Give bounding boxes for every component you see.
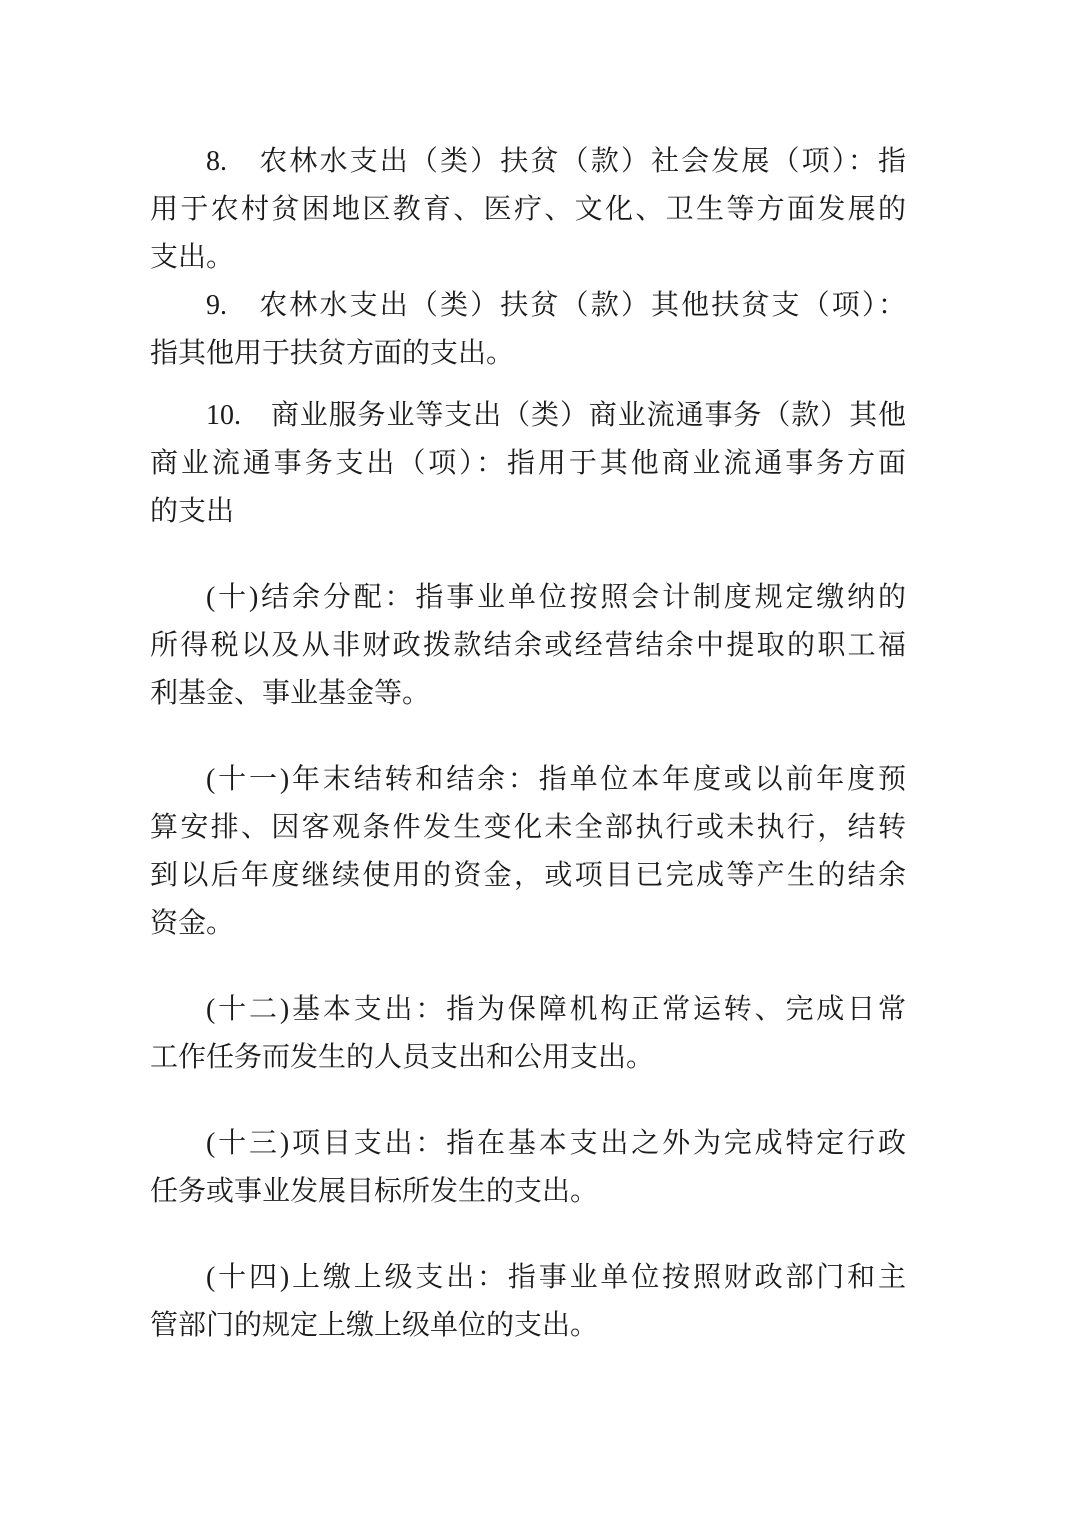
paragraph-section-14 (150, 1254, 906, 1350)
paragraph-item-9 (150, 282, 906, 378)
text-line: 资金。 (150, 908, 235, 939)
paragraph-section-11 (150, 756, 906, 948)
text-line: 10. 商业服务业等支出（类）商业流通事务（款）其他 (206, 400, 906, 431)
text-line: (十一)年末结转和结余：指单位本年度或以前年度预 (206, 764, 906, 795)
text-line: 任务或事业发展目标所发生的支出。 (150, 1176, 599, 1207)
text-line: 管部门的规定上缴上级单位的支出。 (150, 1310, 599, 1341)
text-line: (十四)上缴上级支出：指事业单位按照财政部门和主 (206, 1262, 906, 1293)
text-line: 支出。 (150, 242, 235, 273)
text-line: (十)结余分配：指事业单位按照会计制度规定缴纳的 (206, 582, 906, 613)
paragraph-item-10 (150, 392, 906, 536)
text-line: 利基金、事业基金等。 (150, 678, 431, 709)
text-line: 所得税以及从非财政拨款结余或经营结余中提取的职工福 (150, 630, 906, 661)
text-line: 到以后年度继续使用的资金，或项目已完成等产生的结余 (150, 860, 906, 891)
paragraph-section-13 (150, 1120, 906, 1216)
paragraph-item-8 (150, 138, 906, 282)
document-body (150, 138, 906, 1350)
text-line: 8. 农林水支出（类）扶贫（款）社会发展（项）：指 (206, 146, 906, 177)
text-line: (十二)基本支出：指为保障机构正常运转、完成日常 (206, 994, 906, 1025)
text-line: 用于农村贫困地区教育、医疗、文化、卫生等方面发展的 (150, 194, 906, 225)
text-line: 的支出 (150, 496, 235, 527)
text-line: 商业流通事务支出（项）：指用于其他商业流通事务方面 (150, 448, 906, 479)
paragraph-section-12 (150, 986, 906, 1082)
text-line: 指其他用于扶贫方面的支出。 (150, 338, 515, 369)
text-line: 工作任务而发生的人员支出和公用支出。 (150, 1042, 655, 1073)
paragraph-section-10 (150, 574, 906, 718)
text-line: (十三)项目支出：指在基本支出之外为完成特定行政 (206, 1128, 906, 1159)
text-line: 9. 农林水支出（类）扶贫（款）其他扶贫支（项）： (206, 290, 906, 321)
text-line: 算安排、因客观条件发生变化未全部执行或未执行，结转 (150, 812, 906, 843)
